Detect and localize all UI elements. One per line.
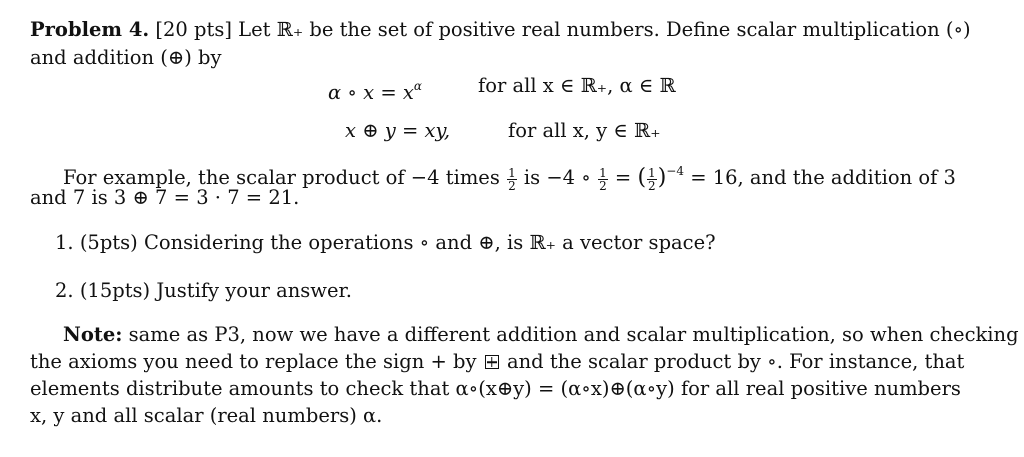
- fraction-one-half: $\frac{1}{2}$: [508, 166, 516, 193]
- example-line-1: For example, the scalar product of −4 times $\frac{1}{2}$ is −4 ∘ $\frac{1}{2}$ = ( $\frac{1}{2}$ )$^{-4}$ = 16, and the addition of 3: [63, 164, 956, 193]
- definition-scalar-condition: for all x ∈ ℝ₊, α ∈ ℝ: [478, 74, 676, 97]
- fraction-one-half: $\frac{1}{2}$: [648, 166, 656, 193]
- question-2: 2. (15pts) Justify your answer.: [55, 279, 352, 302]
- example-line-2: and 7 is 3 ⊕ 7 = 3 · 7 = 21.: [30, 186, 300, 209]
- boxplus-icon: [485, 355, 499, 369]
- problem-intro-line-1: [30, 17, 971, 43]
- note-line-4: x, y and all scalar (real numbers) α.: [30, 404, 383, 427]
- problem-intro-text: Let ℝ₊ be the set of positive real numbers. Define scalar multiplication (∘): [238, 18, 971, 41]
- note-line-1: Note: same as P3, now we have a different addition and scalar multiplication, so when checking: [63, 323, 1019, 346]
- question-1: 1. (5pts) Considering the operations ∘ and ⊕, is ℝ₊ a vector space?: [55, 231, 716, 254]
- note-label: Note:: [63, 323, 123, 346]
- note-line-2: the axioms you need to replace the sign + by and the scalar product by ∘. For instance, that: [30, 350, 965, 373]
- note-line-3: elements distribute amounts to check that α∘(x⊕y) = (α∘x)⊕(α∘y) for all real positive numbers: [30, 377, 961, 400]
- problem-intro-line-2: and addition (⊕) by: [30, 46, 222, 69]
- definition-scalar-formula: α ∘ $x = x^\alpha$: [328, 79, 422, 104]
- definition-addition-formula: x ⊕ y = xy,: [345, 119, 451, 142]
- fraction-one-half: $\frac{1}{2}$: [599, 166, 607, 193]
- problem-heading: Problem 4.: [30, 18, 150, 41]
- definition-addition-condition: for all x, y ∈ ℝ₊: [508, 119, 661, 142]
- problem-points: [20 pts]: [155, 18, 232, 41]
